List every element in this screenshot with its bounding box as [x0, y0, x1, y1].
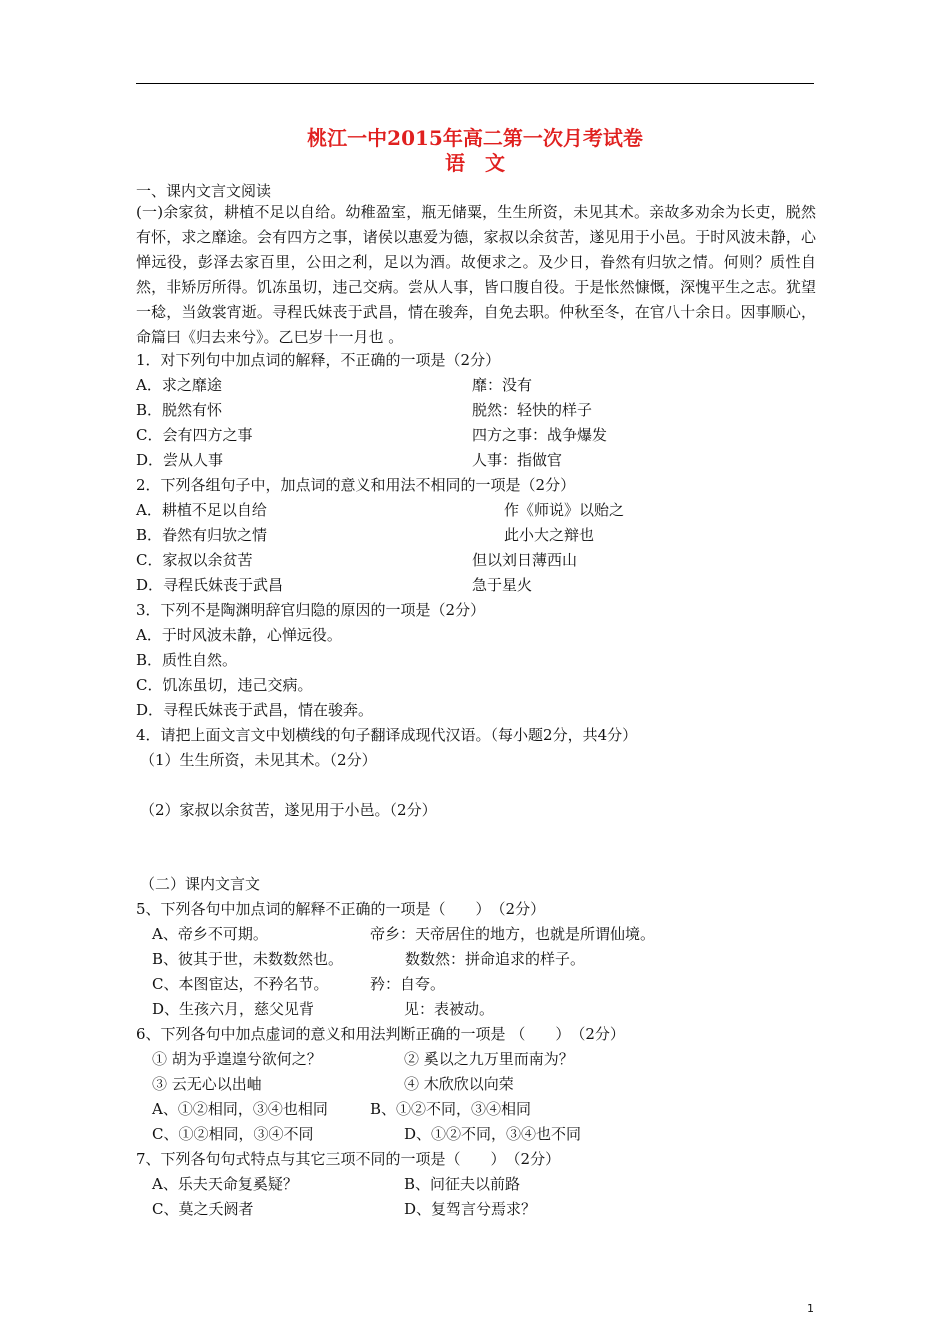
subject-title: 语 文	[445, 151, 505, 175]
q5-stem: 5、下列各句中加点词的解释不正确的一项是（ ） （2分）	[136, 900, 546, 918]
q6-stem: 6、下列各句中加点虚词的意义和用法判断正确的一项是 （ ） （2分）	[136, 1025, 625, 1043]
q7-option-b: B、问征夫以前路	[404, 1175, 521, 1193]
q1-option-a-gloss: 靡：没有	[472, 376, 533, 394]
q3-stem: 3．下列不是陶渊明辞官归隐的原因的一项是（2分）	[136, 601, 486, 619]
q1-option-c: C．会有四方之事	[136, 426, 253, 444]
q2-option-b-pair: 此小大之辩也	[504, 526, 595, 544]
q2-option-b: B．眷然有归欤之情	[136, 526, 268, 544]
q6-option-d: D、①②不同，③④也不同	[404, 1125, 582, 1143]
q6-option-a: A、①②相同，③④也相同	[152, 1100, 328, 1118]
q7-option-c: C、莫之夭阏者	[152, 1200, 254, 1218]
q1-stem: 1．对下列句中加点词的解释，不正确的一项是（2分）	[136, 351, 501, 369]
q5-option-c: C、本图宦达，不矜名节。	[152, 975, 329, 993]
q2-option-d: D．寻程氏妹丧于武昌	[136, 576, 284, 594]
q5-option-d-gloss: 见：表被动。	[404, 1000, 495, 1018]
q1-option-d: D．尝从人事	[136, 451, 224, 469]
q4-stem: 4．请把上面文言文中划横线的句子翻译成现代汉语。（每小题2分，共4分）	[136, 726, 638, 744]
q5-option-a-gloss: 帝乡：天帝居住的地方，也就是所谓仙境。	[370, 925, 656, 943]
q2-option-a: A．耕植不足以自给	[136, 501, 267, 519]
q7-stem: 7、下列各句句式特点与其它三项不同的一项是（ ） （2分）	[136, 1150, 561, 1168]
q3-option-d: D．寻程氏妹丧于武昌，情在骏奔。	[136, 701, 374, 719]
q4-sub2: （2）家叔以余贫苦，遂见用于小邑。（2分）	[140, 801, 437, 819]
q2-stem: 2．下列各组句子中，加点词的意义和用法不相同的一项是（2分）	[136, 476, 576, 494]
q2-option-c: C．家叔以余贫苦	[136, 551, 253, 569]
exam-title: 桃江一中2015年高二第一次月考试卷	[307, 126, 643, 150]
q6-item-3: ③ 云无心以出岫	[152, 1075, 262, 1093]
q3-option-c: C．饥冻虽切，违己交病。	[136, 676, 313, 694]
passage-text: (一)余家贫，耕植不足以自给。幼稚盈室，瓶无储粟，生生所资，未见其术。亲故多劝余为长吏，脱然有怀，求之靡途。会有四方之事，诸侯以惠爱为德，家叔以余贫苦，遂见用于小邑。于时风波未静，心惮远役，彭泽去家百里，公田之利，足以为酒。故便求之。及少日，眷然有归欤之情。何则？质性自然，非矫厉所得。饥冻虽切，违己交病。尝从人事，皆口腹自役。于是怅然慷慨，深愧平生之志。犹望一稔，当敛裳宵逝。寻程氏妹丧于武昌，情在骏奔，自免去职。仲秋至冬，在官八十余日。因事顺心，命篇曰《归去来兮》。乙巳岁十一月也 。	[136, 203, 816, 346]
q7-option-a: A、乐夫天命复奚疑？	[152, 1175, 298, 1193]
section2-heading: （二）课内文言文	[140, 875, 261, 893]
q3-option-b: B．质性自然。	[136, 651, 238, 669]
q6-item-4: ④ 木欣欣以向荣	[404, 1075, 514, 1093]
q1-option-c-gloss: 四方之事：战争爆发	[472, 426, 608, 444]
q6-option-c: C、①②相同，③④不同	[152, 1125, 314, 1143]
q6-option-b: B、①②不同，③④相同	[370, 1100, 532, 1118]
q5-option-c-gloss: 矜：自夸。	[370, 975, 446, 993]
page-number: 1	[807, 1302, 814, 1315]
q7-option-d: D、复驾言兮焉求？	[404, 1200, 537, 1218]
header-rule	[136, 83, 814, 84]
q2-option-d-pair: 急于星火	[472, 576, 533, 594]
q5-option-d: D、生孩六月，慈父见背	[152, 1000, 315, 1018]
q5-option-b: B、彼其于世，未数数然也。	[152, 950, 344, 968]
section1-heading: 一、课内文言文阅读	[136, 182, 272, 200]
q2-option-c-pair: 但以刘日薄西山	[472, 551, 578, 569]
q5-option-a: A、帝乡不可期。	[152, 925, 268, 943]
q1-option-d-gloss: 人事：指做官	[472, 451, 563, 469]
q4-sub1: （1）生生所资，未见其术。（2分）	[140, 751, 377, 769]
q6-item-2: ② 奚以之九万里而南为？	[404, 1050, 574, 1068]
q3-option-a: A．于时风波未静，心惮远役。	[136, 626, 342, 644]
q1-option-b-gloss: 脱然：轻快的样子	[472, 401, 593, 419]
q6-item-1: ① 胡为乎遑遑兮欲何之？	[152, 1050, 322, 1068]
q1-option-a: A．求之靡途	[136, 376, 222, 394]
q1-option-b: B．脱然有怀	[136, 401, 223, 419]
q2-option-a-pair: 作《师说》以贻之	[504, 501, 625, 519]
q5-option-b-gloss: 数数然：拼命追求的样子。	[405, 950, 586, 968]
